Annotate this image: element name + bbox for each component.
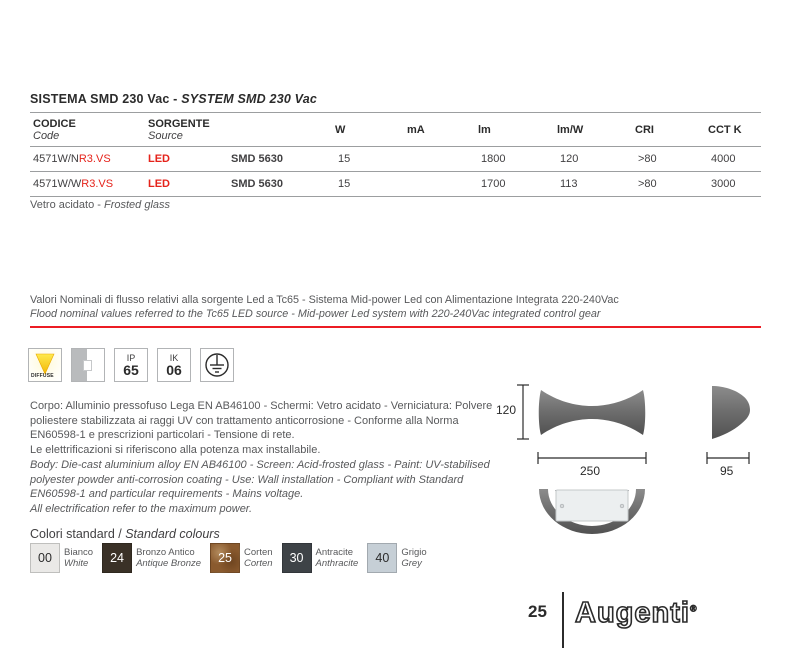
col-header-sorgente: SORGENTE Source xyxy=(148,117,210,142)
description-english: Body: Die-cast aluminium alloy EN AB46100 - Screen: Acid-frosted glass - Paint: UV-stabilised polyester powder anti-corrosion coating - Use: Wall installation - Compliant with Standard EN60598-1 and particular requirements - Mains voltage. All electrification refer to the maximum power. xyxy=(30,459,490,515)
swatch-corten: 25 Corten Corten xyxy=(210,543,273,573)
ik06-rating-icon: IK 06 xyxy=(157,348,191,382)
colors-section-title: Colori standard / Standard colours xyxy=(30,527,220,541)
swatch-box: 40 xyxy=(367,543,397,573)
front-view-drawing xyxy=(537,385,647,440)
diffuse-light-icon xyxy=(28,348,62,382)
cct-value: 3000 xyxy=(711,178,736,190)
lm-value: 1800 xyxy=(481,153,506,165)
certification-icons xyxy=(28,348,234,382)
table-header-row xyxy=(30,113,761,147)
ip65-rating-icon: IP 65 xyxy=(114,348,148,382)
swatch-bianco: 00 Bianco White xyxy=(30,543,93,573)
product-code: 4571W/NR3.VS xyxy=(33,153,111,165)
wall-mount-icon xyxy=(71,348,105,382)
source-type: LED xyxy=(148,178,170,190)
section-title: SISTEMA SMD 230 Vac - SYSTEM SMD 230 Vac xyxy=(30,92,318,106)
section-title-en: SYSTEM SMD 230 Vac xyxy=(181,92,318,106)
depth-dimension-label: 95 xyxy=(720,464,734,478)
product-code: 4571W/WR3.VS xyxy=(33,178,114,190)
fixture-outline xyxy=(83,360,92,371)
watt-value: 15 xyxy=(338,178,351,190)
spec-table xyxy=(30,112,761,197)
swatch-antracite: 30 Antracite Anthracite xyxy=(282,543,359,573)
width-dimension-line xyxy=(537,452,647,464)
augenti-logo: Augenti® xyxy=(575,597,697,629)
swatch-box: 00 xyxy=(30,543,60,573)
width-dimension-label: 250 xyxy=(580,464,601,478)
cri-value: >80 xyxy=(638,178,657,190)
swatch-grigio: 40 Grigio Grey xyxy=(367,543,426,573)
bottom-view-drawing xyxy=(539,487,645,535)
glass-note: Vetro acidato - Frosted glass xyxy=(30,199,171,211)
description-italian: Corpo: Alluminio pressofuso Lega EN AB46100 - Schermi: Vetro acidato - Verniciatura: Polvere poliestere stabilizzata ai raggi UV con trattamento anticorrosione - Conforme alla Norma EN60598-1 e prescrizioni particolari - Tensione di rete. Le elettrificazioni si riferiscono alla potenza max installabile. xyxy=(30,400,493,456)
smd-type: SMD 5630 xyxy=(231,178,283,190)
height-dimension-label: 120 xyxy=(496,403,517,417)
col-header-lm: lm xyxy=(478,123,491,136)
page-number: 25 xyxy=(528,602,547,621)
section-title-it: SISTEMA SMD 230 Vac xyxy=(30,92,170,106)
table-row xyxy=(30,147,761,172)
diffuse-label: DIFFUSE xyxy=(31,373,54,379)
col-header-w: W xyxy=(335,123,346,136)
color-swatches xyxy=(30,543,436,573)
col-header-lmw: lm/W xyxy=(557,123,584,136)
cri-value: >80 xyxy=(638,153,657,165)
earth-ground-icon xyxy=(200,348,234,382)
cct-value: 4000 xyxy=(711,153,736,165)
depth-dimension-line xyxy=(706,452,750,464)
red-divider xyxy=(30,326,761,328)
col-header-codice: CODICE Code xyxy=(33,117,76,142)
smd-type: SMD 5630 xyxy=(231,153,283,165)
height-dimension-line xyxy=(517,384,529,440)
nominal-it: Valori Nominali di flusso relativi alla sorgente Led a Tc65 - Sistema Mid-power Led con Alimentazione Integrata 220-240Vac xyxy=(30,294,619,306)
lm-value: 1700 xyxy=(481,178,506,190)
swatch-box: 24 xyxy=(102,543,132,573)
table-row xyxy=(30,172,761,197)
nominal-en: Flood nominal values referred to the Tc65 LED source - Mid-power Led system with 220-240Vac integrated control gear xyxy=(30,307,601,320)
nominal-values-note xyxy=(30,294,780,321)
side-view-drawing xyxy=(710,385,752,440)
swatch-box: 30 xyxy=(282,543,312,573)
lmw-value: 120 xyxy=(560,153,579,165)
watt-value: 15 xyxy=(338,153,351,165)
swatch-bronzo-antico: 24 Bronzo Antico Antique Bronze xyxy=(102,543,201,573)
swatch-box: 25 xyxy=(210,543,240,573)
col-header-cri: CRI xyxy=(635,123,654,136)
source-type: LED xyxy=(148,153,170,165)
footer-divider xyxy=(562,592,564,648)
col-header-cct: CCT K xyxy=(708,123,742,136)
lmw-value: 113 xyxy=(560,178,578,190)
col-header-ma: mA xyxy=(407,123,425,136)
